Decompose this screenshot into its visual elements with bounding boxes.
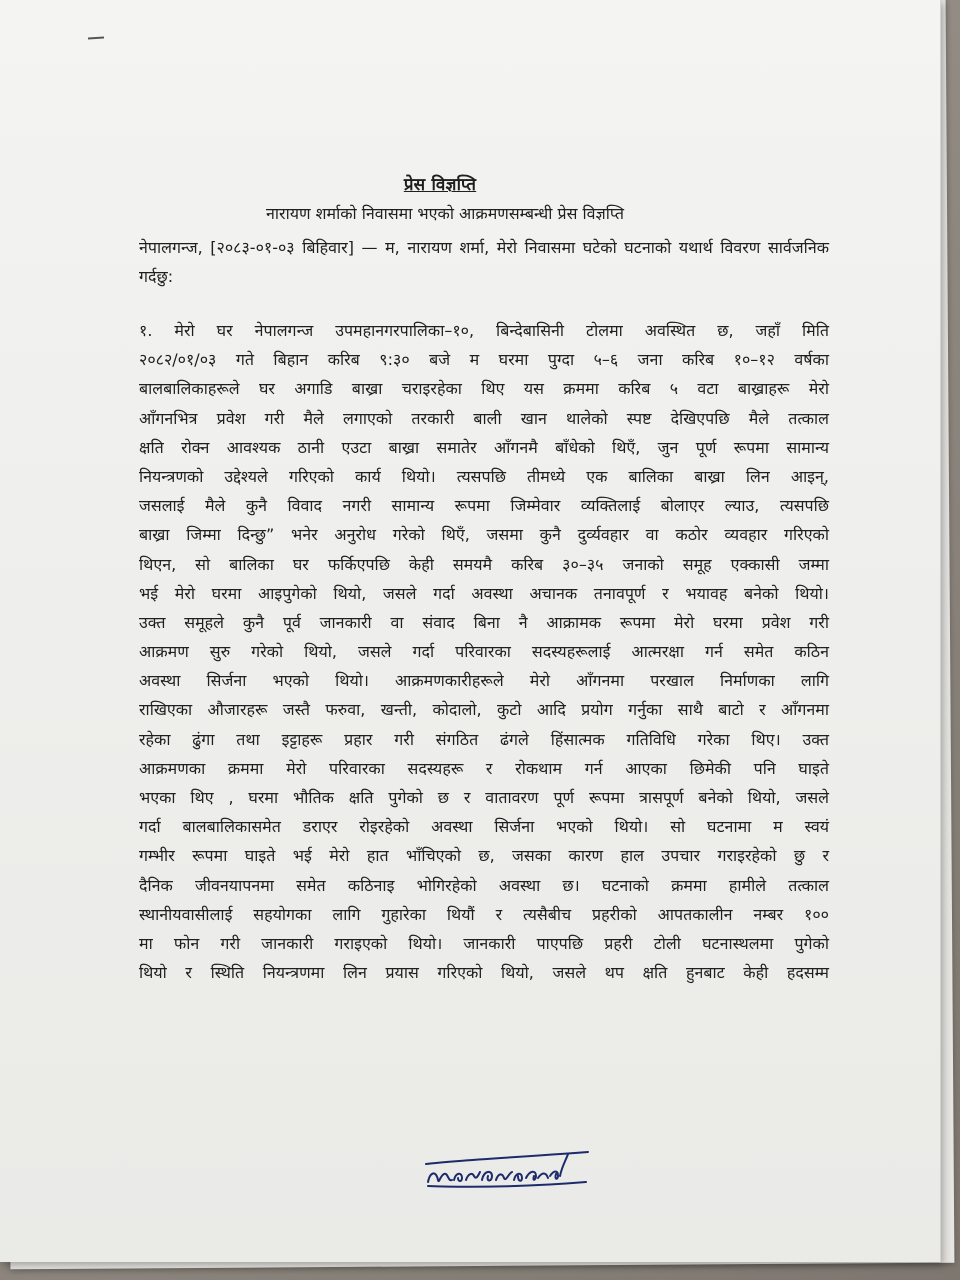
document-subtitle: नारायण शर्माको निवासमा भएको आक्रमणसम्बन्धी प्रेस विज्ञप्ति bbox=[266, 204, 624, 223]
body-line: क्षति रोक्न आवश्यक ठानी एउटा बाख्रा समातेर आँगनमै बाँधेको थिएँ, जुन पूर्ण रूपमा सामान्य bbox=[139, 437, 829, 457]
body-line: बालबालिकाहरूले घर अगाडि बाख्रा चराइरहेका थिए यस क्रममा करिब ५ वटा बाख्राहरू मेरो bbox=[139, 379, 829, 399]
body-line: गर्दा बालबालिकासमेत डराएर रोइरहेको अवस्था सिर्जना भएको थियो। सो घटनामा म स्वयं bbox=[139, 817, 829, 837]
body-line: जसलाई मैले कुनै विवाद नगरी सामान्य रूपमा जिम्मेवार व्यक्तिलाई बोलाएर ल्याउ, त्यसपछि bbox=[139, 496, 829, 516]
body-line: आक्रमणका क्रममा मेरो परिवारका सदस्यहरू र रोकथाम गर्न आएका छिमेकी पनि घाइते bbox=[139, 758, 829, 778]
body-line: अवस्था सिर्जना भएको थियो। आक्रमणकारीहरूले मेरो आँगनमा परखाल निर्माणका लागि bbox=[139, 671, 829, 691]
body-line: १. मेरो घर नेपालगन्ज उपमहानगरपालिका–१०, बिन्देबासिनी टोलमा अवस्थित छ, जहाँ मिति bbox=[139, 321, 829, 340]
body-line: स्थानीयवासीलाई सहयोगका लागि गुहारेका थियौं र त्यसैबीच प्रहरीको आपतकालीन नम्बर १०० bbox=[139, 904, 829, 924]
body-line: उक्त समूहले कुनै पूर्व जानकारी वा संवाद बिना नै आक्रामक रूपमा मेरो घरमा प्रवेश गरी bbox=[139, 612, 829, 632]
body-line: आक्रमण सुरु गरेको थियो, जसले गर्दा परिवारका सदस्यहरूलाई आत्मरक्षा गर्न समेत कठिन bbox=[139, 642, 829, 662]
body-line: गम्भीर रूपमा घाइते भई मेरो हात भाँचिएको छ, जसका कारण हाल उपचार गराइरहेको छु र bbox=[139, 846, 829, 866]
handwritten-signature bbox=[418, 1136, 598, 1196]
body-line: भएका थिए , घरमा भौतिक क्षति पुगेको छ र वातावरण पूर्ण रूपमा त्रासपूर्ण बनेको थियो, जसले bbox=[139, 788, 829, 807]
body-line: राखिएका औजारहरू जस्तै फरुवा, खन्ती, कोदालो, कुटो आदि प्रयोग गर्नुका साथै बाटो र आँगनमा bbox=[139, 700, 829, 720]
document-title: प्रेस विज्ञप्ति bbox=[403, 175, 477, 195]
body-line: नियन्त्रणको उद्देश्यले गरिएको कार्य थियो। त्यसपछि तीमध्ये एक बालिका बाख्रा लिन आइन्, bbox=[139, 466, 829, 486]
intro-paragraph: नेपालगन्ज, [२०८३-०१-०३ बिहिवार] — म, नारायण शर्मा, मेरो निवासमा घटेको घटनाको यथार्थ विवरण सार्वजनिक गर्दछु: bbox=[139, 238, 829, 286]
body-line: मा फोन गरी जानकारी गराइएको थियो। जानकारी पाएपछि प्रहरी टोली घटनास्थलमा पुगेको bbox=[139, 933, 829, 953]
body-line: थिएन, सो बालिका घर फर्किएपछि केही समयमै करिब ३०–३५ जनाको समूह एक्कासी जम्मा bbox=[139, 554, 829, 574]
body-line: थियो र स्थिति नियन्त्रणमा लिन प्रयास गरिएको थियो, जसले थप क्षति हुनबाट केही हदसम्म bbox=[139, 963, 829, 983]
body-line: २०८२/०१/०३ गते बिहान करिब ९:३० बजे म घरमा पुग्दा ५–६ जना करिब १०–१२ वर्षका bbox=[139, 350, 829, 370]
body-paragraph bbox=[139, 316, 829, 987]
body-line: बाख्रा जिम्मा दिन्छु” भनेर अनुरोध गरेको थिएँ, जसमा कुनै दुर्व्यवहार वा कठोर व्यवहार गरिएको bbox=[139, 525, 829, 545]
body-line: दैनिक जीवनयापनमा समेत कठिनाइ भोगिरहेको अवस्था छ। घटनाको क्रममा हामीले तत्काल bbox=[139, 875, 829, 895]
body-line: रहेका ढुंगा तथा इट्टाहरू प्रहार गरी संगठित ढंगले हिंसात्मक गतिविधि गरेका थिए। उक्त bbox=[139, 729, 829, 749]
body-line: भई मेरो घरमा आइपुगेको थियो, जसले गर्दा अवस्था अचानक तनावपूर्ण र भयावह बनेको थियो। bbox=[139, 583, 829, 603]
body-line: आँगनभित्र प्रवेश गरी मैले लगाएको तरकारी बाली खान थालेको स्पष्ट देखिएपछि मैले तत्काल bbox=[139, 408, 829, 428]
